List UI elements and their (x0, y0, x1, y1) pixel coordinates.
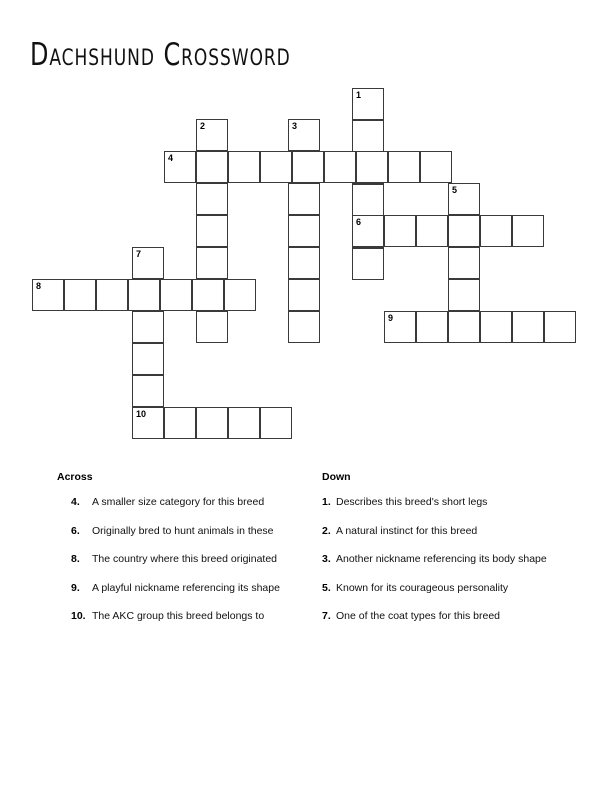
clue-number: 5. (322, 581, 331, 594)
clue-text: One of the coat types for this breed (336, 610, 501, 622)
clue-number: 3. (322, 553, 331, 565)
clues-across-heading: Across (57, 471, 93, 483)
grid-cell-number: 8 (36, 281, 42, 291)
grid-cell[interactable] (96, 279, 128, 311)
grid-cell[interactable] (352, 248, 384, 280)
clue-item (71, 524, 302, 540)
clue-text: Originally bred to hunt animals in these (92, 524, 274, 537)
grid-cell-start-7[interactable] (132, 247, 164, 279)
grid-cell[interactable] (352, 120, 384, 152)
page-title: Dachshund Crossword (30, 37, 291, 73)
clue-text: A smaller size category for this breed (92, 496, 265, 508)
grid-cell-number: 9 (388, 313, 394, 323)
grid-cell[interactable] (196, 151, 228, 183)
grid-cell[interactable] (196, 215, 228, 247)
grid-cell[interactable] (480, 215, 512, 247)
grid-cell-start-10[interactable] (132, 407, 164, 439)
clue-number: 4. (71, 496, 80, 508)
clue-text: Describes this breed's short legs (336, 496, 488, 508)
grid-cell[interactable] (388, 151, 420, 183)
grid-cell-start-8[interactable] (32, 279, 64, 311)
clue-number: 8. (71, 553, 80, 565)
grid-cell[interactable] (132, 343, 164, 375)
grid-cell[interactable] (420, 151, 452, 183)
grid-cell[interactable] (416, 215, 448, 247)
grid-cell[interactable] (512, 311, 544, 343)
grid-cell[interactable] (132, 375, 164, 407)
grid-cell[interactable] (384, 215, 416, 247)
grid-cell[interactable] (260, 151, 292, 183)
clue-item (322, 609, 584, 625)
grid-cell[interactable] (288, 247, 320, 279)
clue-text: Another nickname referencing its body shape (336, 553, 547, 565)
grid-cell-start-6[interactable] (352, 215, 384, 247)
grid-cell-start-5[interactable] (448, 183, 480, 215)
grid-cell[interactable] (352, 184, 384, 216)
grid-cell[interactable] (448, 247, 480, 279)
clue-number: 9. (71, 581, 80, 594)
grid-cell-number: 4 (168, 153, 174, 163)
clue-text: The AKC group this breed belongs to (92, 610, 265, 622)
grid-cell[interactable] (132, 311, 164, 343)
clue-item (322, 524, 584, 540)
grid-cell[interactable] (64, 279, 96, 311)
grid-cell-number: 5 (452, 185, 458, 195)
clue-text: Known for its courageous personality (336, 581, 509, 594)
grid-cell[interactable] (228, 151, 260, 183)
grid-cell-number: 3 (292, 121, 298, 131)
grid-cell-start-2[interactable] (196, 119, 228, 151)
grid-cell-number: 6 (356, 217, 362, 227)
grid-cell-number: 1 (356, 90, 362, 100)
clues-down-column (322, 470, 584, 638)
clue-item (71, 552, 302, 568)
clue-item (71, 581, 302, 597)
grid-cell-start-4[interactable] (164, 151, 196, 183)
grid-cell[interactable] (324, 151, 356, 183)
grid-cell-start-3[interactable] (288, 119, 320, 151)
clues-down-heading: Down (322, 471, 351, 483)
grid-cell[interactable] (448, 215, 480, 247)
clue-number: 1. (322, 496, 331, 508)
grid-cell[interactable] (448, 311, 480, 343)
clue-number: 6. (71, 524, 80, 537)
grid-cell-number: 10 (136, 409, 147, 419)
clue-number: 2. (322, 524, 331, 537)
grid-cell[interactable] (160, 279, 192, 311)
grid-cell[interactable] (228, 407, 260, 439)
clue-item (71, 609, 302, 625)
grid-cell[interactable] (196, 247, 228, 279)
clue-item (71, 495, 302, 511)
clue-text: A playful nickname referencing its shape (92, 581, 280, 594)
grid-cell[interactable] (356, 151, 388, 183)
grid-cell[interactable] (260, 407, 292, 439)
grid-cell[interactable] (416, 311, 448, 343)
grid-cell[interactable] (164, 407, 196, 439)
clues-down-list (322, 495, 584, 625)
clue-item (322, 552, 584, 568)
grid-cell[interactable] (288, 215, 320, 247)
grid-cell[interactable] (192, 279, 224, 311)
grid-cell[interactable] (288, 279, 320, 311)
clue-number: 10. (71, 610, 86, 622)
clues-across-column (57, 470, 302, 638)
clue-text: The country where this breed originated (92, 553, 278, 565)
grid-cell[interactable] (196, 407, 228, 439)
grid-cell[interactable] (448, 279, 480, 311)
grid-cell[interactable] (292, 151, 324, 183)
grid-cell[interactable] (288, 311, 320, 343)
grid-cell[interactable] (288, 183, 320, 215)
grid-cell[interactable] (196, 183, 228, 215)
grid-cell-number: 2 (200, 121, 206, 131)
grid-cell[interactable] (512, 215, 544, 247)
grid-cell[interactable] (480, 311, 512, 343)
clue-item (322, 495, 584, 511)
grid-cell-start-9[interactable] (384, 311, 416, 343)
grid-cell[interactable] (224, 279, 256, 311)
clues-across-list (57, 495, 302, 625)
clue-item (322, 581, 584, 597)
clue-text: A natural instinct for this breed (336, 524, 478, 537)
grid-cell[interactable] (544, 311, 576, 343)
clue-number: 7. (322, 610, 331, 622)
grid-cell[interactable] (196, 311, 228, 343)
grid-cell-start-1[interactable] (352, 88, 384, 120)
grid-cell-number: 7 (136, 249, 142, 259)
grid-cell[interactable] (128, 279, 160, 311)
